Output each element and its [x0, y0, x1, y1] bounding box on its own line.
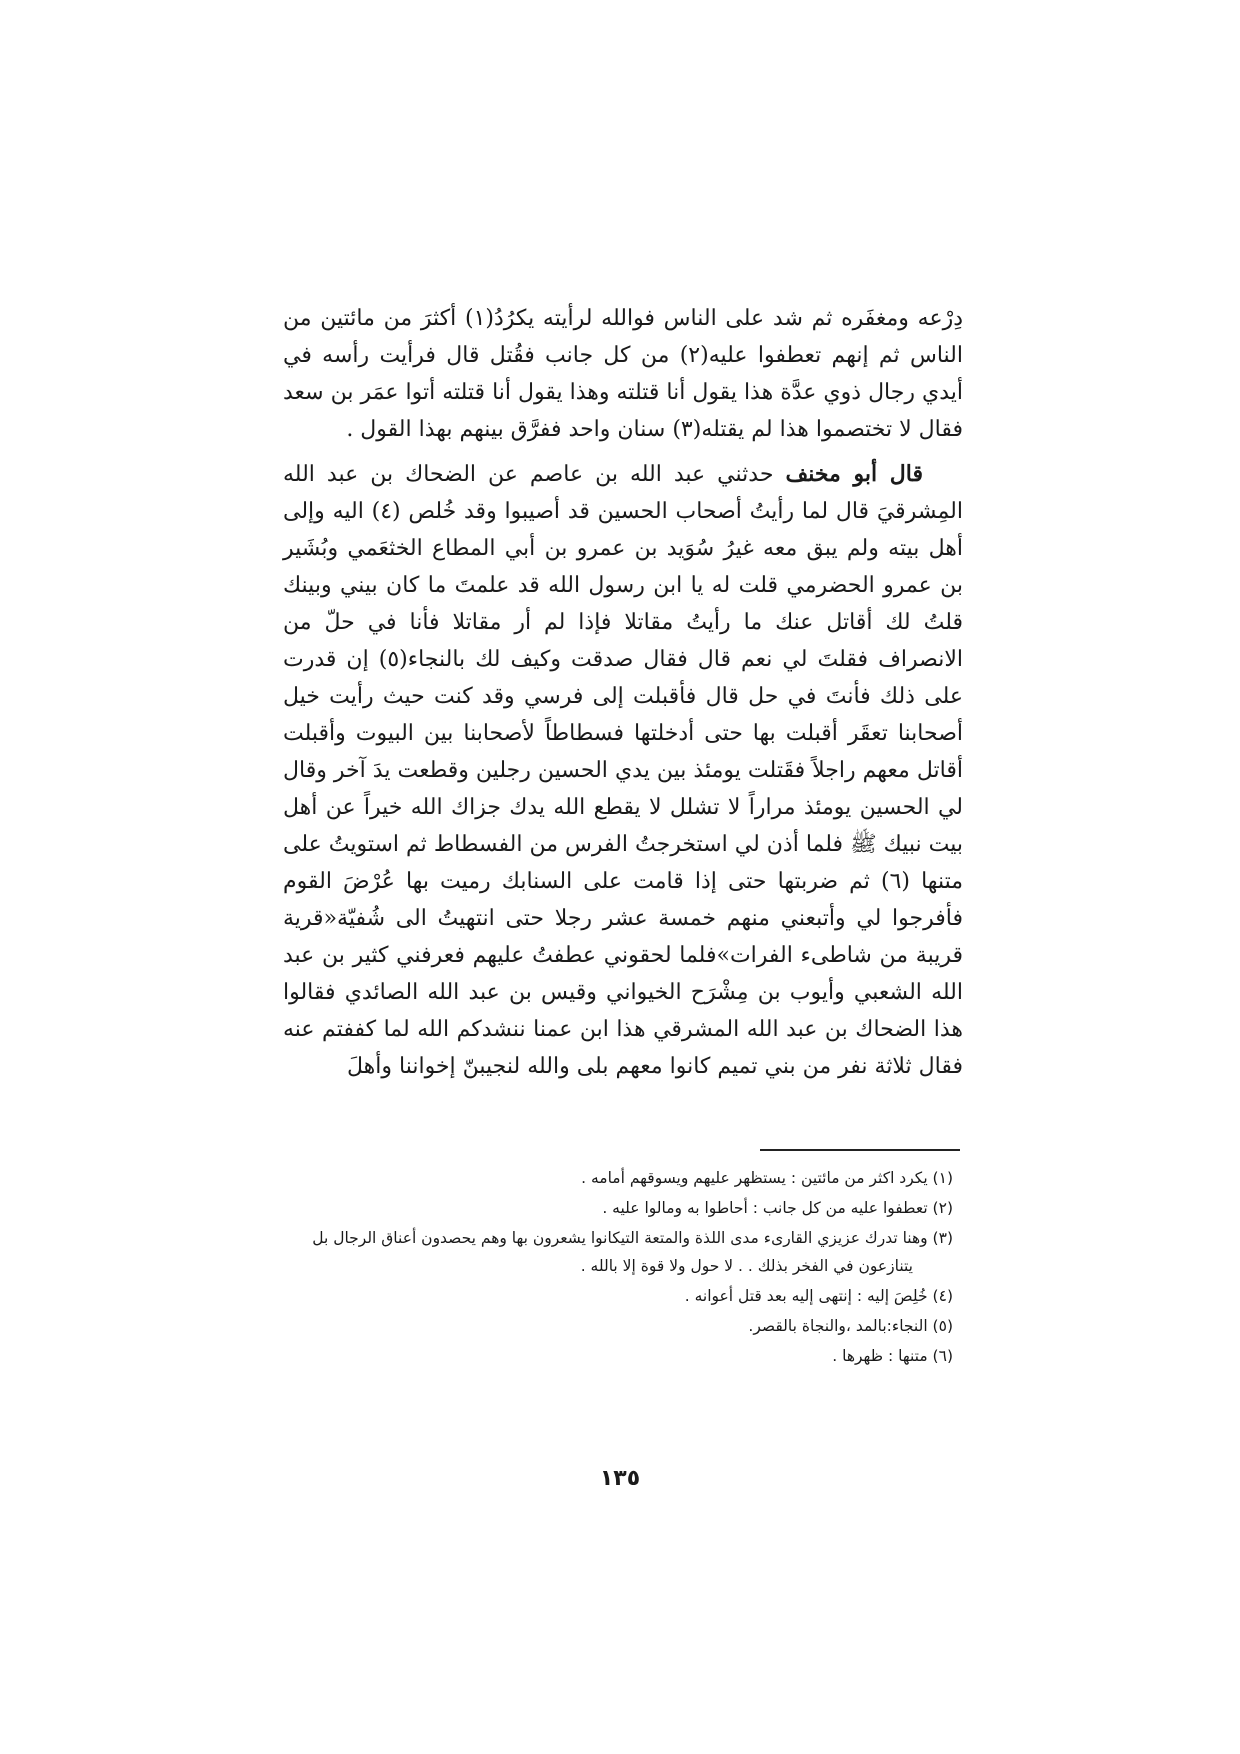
paragraph-2-text: حدثني عبد الله بن عاصم عن الضحاك بن عبد الله المِشرقيَ قال لما رأيتُ أصحاب الحسين قد أصيبوا وقد خُلص (٤) اليه وإلى أهل بيته ولم يبق معه غيرُ سُوَيد بن عمرو بن أبي المطاع الخثعَمي وبُشَير بن عمرو الحضرمي قلت له يا ابن رسول الله قد علمتَ ما كان بيني وبينك قلتُ لك أقاتل عنك ما رأيتُ مقاتلا فإذا لم أر مقاتلا فأنا في حلّ من الانصراف فقلتَ لي نعم قال فقال صدقت وكيف لك بالنجاء(٥) إن قدرت على ذلك فأنتَ في حل قال فأقبلت إلى فرسي وقد كنت حيث رأيت خيل أصحابنا تعقَر أقبلت بها حتى أدخلتها فسطاطاً لأصحابنا بين البيوت وأقبلت أقاتل معهم راجلاً فقَتلت يومئذ بين يدي الحسين رجلين وقطعت يدَ آخر وقال لي الحسين يومئذ مراراً لا تشلل لا يقطع الله يدك جزاك الله خيراً عن أهل بيت نبيك ﷺ فلما أذن لي استخرجتُ الفرس من الفسطاط ثم استويتُ على متنها (٦) ثم ضربتها حتى إذا قامت على السنابك رميت بها عُرْضَ القوم فأفرجوا لي وأتبعني منهم خمسة عشر رجلا حتى انتهيتُ الى شُفيّة«قرية قريبة من شاطىء الفرات»فلما لحقوني عطفتُ عليهم فعرفني كثير بن عبد الله الشعبي وأيوب بن مِشْرَح الخيواني وقيس بن عبد الله الصائدي فقالوا هذا الضحاك بن عبد الله المشرقي هذا ابن عمنا ننشدكم الله لما كففتم عنه فقال ثلاثة نفر من بني تميم كانوا معهم بلى والله لنجيبنّ إخواننا وأهلَ [283, 462, 964, 1079]
paragraph-2 [283, 456, 963, 1085]
page-number: ١٣٥ [599, 1466, 641, 1491]
footnote-3: (٣) وهنا تدرك عزيزي القارىء مدى اللذة والمتعة التيكانوا يشعرون بها وهم يحصدون أعناق الرجال بل [312, 1229, 953, 1247]
paragraph-lead: قال أبو مخنف [785, 461, 923, 487]
footnote-4: (٤) خُلِصَ إليه : إنتهى إليه بعد قتل أعوانه . [684, 1287, 953, 1305]
main-text [283, 300, 963, 1085]
footnote-2: (٢) تعطفوا عليه من كل جانب : أحاطوا به ومالوا عليه . [602, 1199, 953, 1217]
footnote-6: (٦) متنها : ظهرها . [832, 1347, 953, 1365]
footnote-5: (٥) النجاء:بالمد ،والنجاة بالقصر. [748, 1317, 953, 1335]
footnote-1: (١) يكرد اكثر من مائتين : يستظهر عليهم ويسوقهم أمامه . [581, 1169, 953, 1187]
footnotes [283, 1166, 953, 1374]
footnote-separator [760, 1149, 960, 1151]
paragraph-1: دِرْعه ومغفَره ثم شد على الناس فوالله لرأيته يكرُدُ(١) أكثرَ من مائتين من الناس ثم إنهم تعطفوا عليه(٢) من كل جانب فقُتل قال فرأيت رأسه في أيدي رجال ذوي عدَّة هذا يقول أنا قتلته وهذا يقول أنا قتلته أتوا عمَر بن سعد فقال لا تختصموا هذا لم يقتله(٣) سنان واحد ففرَّق بينهم بهذا القول . [283, 306, 963, 442]
footnote-3-continued: يتنازعون في الفخر بذلك . . لا حول ولا قوة إلا بالله . [580, 1257, 913, 1275]
